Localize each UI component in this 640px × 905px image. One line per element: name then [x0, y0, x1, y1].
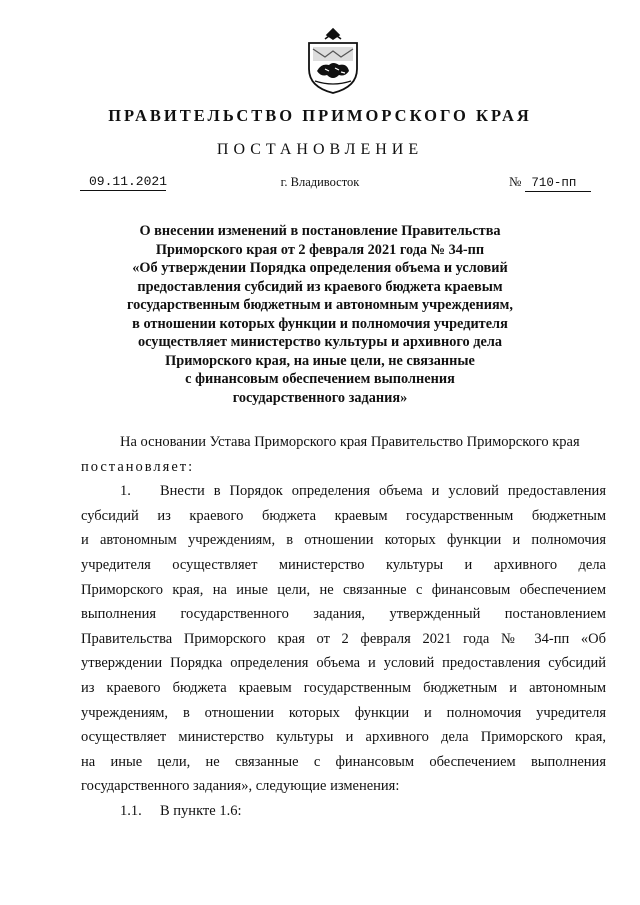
number-sign: № [509, 174, 522, 189]
heading-line: Приморского края, на иные цели, не связанные [165, 352, 475, 369]
item-1-line: и автономным учреждениям, в отношении которых функции и полномочия [81, 532, 606, 549]
preamble-line: На основании Устава Приморского края Правительство Приморского края [120, 434, 580, 450]
document-meta-row [0, 172, 640, 194]
item-1-last-line: государственного задания», следующие изменения: [81, 778, 400, 795]
document-number: 710-пп [525, 175, 591, 192]
document-type: ПОСТАНОВЛЕНИЕ [216, 141, 424, 158]
item-1-line: учреждениям, в отношении которых функции и полномочия учредителя [81, 704, 606, 721]
item-1-line: субсидий из краевого бюджета краевым государственным бюджетным [81, 507, 606, 524]
heading-line: Приморского края от 2 февраля 2021 года № 34-пп [155, 241, 485, 258]
item-1-line: Правительства Приморского края от 2 февраля 2021 года № 34-пп «Об [81, 630, 606, 647]
heading-line: в отношении которых функции и полномочия учредителя [132, 315, 508, 332]
item-1-line: осуществляет министерство культуры и архивного дела Приморского края, [81, 729, 606, 746]
document-city: г. Владивосток [280, 175, 360, 189]
item-1-1-number: 1.1. [120, 802, 142, 819]
item-1-line: на иные цели, не связанные с финансовым обеспечением выполнения [81, 753, 606, 770]
preamble-resolves: постановляет: [81, 458, 195, 475]
heading-line: государственным бюджетным и автономным учреждениям, [126, 297, 513, 313]
heading-line: «Об утверждении Порядка определения объема и условий [132, 260, 508, 276]
item-1-text: Внести в Порядок определения объема и условий предоставления [160, 483, 606, 500]
document-date: 09.11.2021 [80, 174, 166, 191]
heading-line: с финансовым обеспечением выполнения [185, 371, 455, 387]
heading-line: О внесении изменений в постановление Правительства [139, 223, 501, 239]
document-body [81, 430, 606, 824]
item-1-first-line [81, 479, 606, 504]
heading-line: предоставления субсидий из краевого бюджета краевым [137, 278, 503, 295]
item-1-line: выполнения государственного задания, утвержденный постановлением [81, 606, 606, 623]
government-title: ПРАВИТЕЛЬСТВО ПРИМОРСКОГО КРАЯ [108, 106, 532, 125]
item-1-1-text: В пункте 1.6: [160, 802, 242, 819]
item-1-line: Приморского края, на иные цели, не связанные с финансовым обеспечением [81, 581, 606, 598]
item-1-line: учредителя осуществляет министерство культуры и архивного дела [81, 556, 606, 573]
item-1-line: из краевого бюджета краевым государственным бюджетным и автономным [81, 679, 606, 696]
heading-line: осуществляет министерство культуры и архивного дела [137, 334, 503, 350]
coat-of-arms-icon [303, 27, 363, 95]
heading-line: государственного задания» [232, 389, 408, 406]
item-1-line: утверждении Порядка определения объема и условий предоставления субсидий [81, 655, 606, 672]
item-1-1-line [81, 799, 606, 824]
document-heading [70, 222, 570, 407]
item-1-number: 1. [120, 483, 131, 500]
document-number-block [509, 174, 607, 192]
